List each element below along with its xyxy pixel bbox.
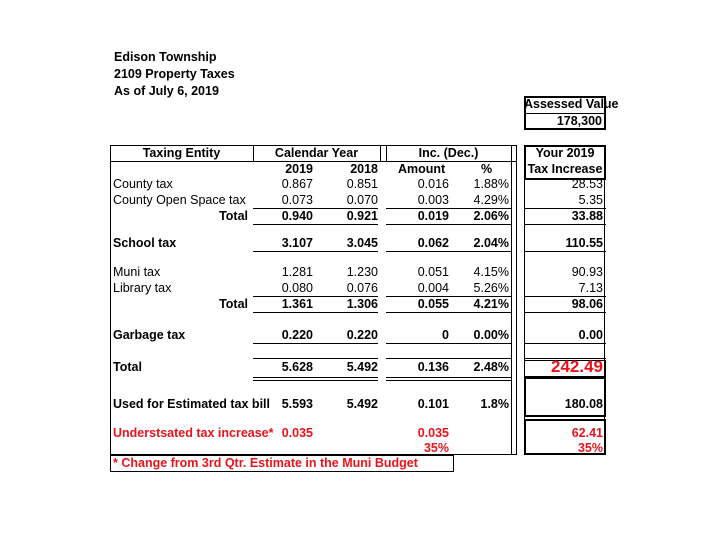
value-amount: 0.004	[417, 281, 449, 295]
value-amount: 0.035	[417, 426, 449, 440]
value-2018: 5.492	[346, 397, 378, 411]
assessed-value-label: Assessed Value	[524, 97, 619, 111]
row-label: Total	[219, 297, 248, 311]
value-2018: 0.921	[346, 209, 378, 223]
value-pct: 4.15%	[473, 265, 509, 279]
value-pct: 2.06%	[473, 209, 509, 223]
divider	[380, 145, 381, 161]
value-2019: 0.080	[281, 281, 313, 295]
value-2018: 0.220	[346, 328, 378, 342]
value-pct: 4.29%	[473, 193, 509, 207]
header-pct: %	[481, 162, 493, 176]
divider	[386, 312, 511, 313]
value-amount: 0.016	[417, 177, 449, 191]
row-label: Used for Estimated tax bill	[113, 397, 270, 411]
value-2018: 1.230	[346, 265, 378, 279]
divider	[110, 161, 517, 162]
divider	[524, 208, 606, 209]
divider	[253, 251, 378, 252]
value-2019: 0.035	[281, 426, 313, 440]
value-your-increase: 5.35	[578, 193, 603, 207]
value-your-increase: 28.53	[571, 177, 603, 191]
value-2018: 0.851	[346, 177, 378, 191]
divider	[386, 251, 511, 252]
divider	[524, 224, 606, 225]
divider	[524, 312, 606, 313]
divider	[386, 208, 511, 209]
divider	[253, 224, 378, 225]
value-your-increase: 62.41	[571, 426, 603, 440]
value-amount: 0.136	[417, 360, 449, 374]
header-calendar: Calendar Year	[274, 146, 359, 160]
title-date: As of July 6, 2019	[114, 84, 219, 98]
divider	[253, 377, 378, 378]
value-2019: 0.220	[281, 328, 313, 342]
divider	[253, 208, 378, 209]
row-label: County Open Space tax	[113, 193, 246, 207]
understated-amount-pct: 35%	[423, 441, 449, 455]
value-your-increase: 110.55	[565, 236, 603, 250]
divider	[253, 380, 378, 381]
value-2019: 0.073	[281, 193, 313, 207]
divider	[253, 343, 378, 344]
divider	[386, 296, 511, 297]
divider	[524, 343, 606, 344]
value-2019: 1.361	[281, 297, 313, 311]
value-pct: 4.21%	[473, 297, 509, 311]
value-pct: 1.88%	[473, 177, 509, 191]
value-amount: 0.019	[417, 209, 449, 223]
divider	[386, 377, 511, 378]
divider	[386, 224, 511, 225]
header-your-1: Your 2019	[535, 146, 595, 160]
value-amount: 0.051	[417, 265, 449, 279]
value-amount: 0.003	[417, 193, 449, 207]
value-your-increase: 0.00	[578, 328, 603, 342]
divider	[253, 358, 378, 359]
value-2019: 5.628	[281, 360, 313, 374]
value-2019: 0.940	[281, 209, 313, 223]
value-pct: 5.26%	[473, 281, 509, 295]
title-township: Edison Township	[114, 50, 217, 64]
header-2018: 2018	[350, 162, 378, 176]
value-2018: 1.306	[346, 297, 378, 311]
divider	[386, 380, 511, 381]
value-pct: 0.00%	[473, 328, 509, 342]
value-amount: 0.055	[417, 297, 449, 311]
divider	[524, 251, 606, 252]
divider	[253, 296, 378, 297]
header-entity: Taxing Entity	[142, 146, 221, 160]
understated-your-pct: 35%	[577, 441, 603, 455]
header-2019: 2019	[285, 162, 313, 176]
row-label: Understsated tax increase*	[113, 426, 274, 440]
value-2018: 0.070	[346, 193, 378, 207]
row-label: Library tax	[113, 281, 172, 295]
row-label: Total	[113, 360, 142, 374]
divider	[386, 358, 511, 359]
divider	[524, 296, 606, 297]
value-your-increase: 180.08	[564, 397, 603, 411]
value-amount: 0	[442, 328, 449, 342]
assessed-value: 178,300	[556, 114, 602, 128]
row-label: Muni tax	[113, 265, 161, 279]
divider	[386, 343, 511, 344]
value-2019: 1.281	[281, 265, 313, 279]
row-label: Garbage tax	[113, 328, 186, 342]
value-amount: 0.101	[417, 397, 449, 411]
row-label: County tax	[113, 177, 173, 191]
value-2019: 0.867	[281, 177, 313, 191]
value-pct: 2.48%	[473, 360, 509, 374]
footnote: * Change from 3rd Qtr. Estimate in the Muni Budget	[113, 456, 418, 470]
value-your-increase: 242.49	[551, 357, 603, 376]
value-your-increase: 98.06	[571, 297, 603, 311]
value-pct: 1.8%	[480, 397, 509, 411]
row-label: School tax	[113, 236, 177, 250]
title-taxes: 2109 Property Taxes	[114, 67, 235, 81]
value-2019: 5.593	[281, 397, 313, 411]
value-2018: 5.492	[346, 360, 378, 374]
header-inc: Inc. (Dec.)	[418, 146, 479, 160]
value-your-increase: 90.93	[571, 265, 603, 279]
row-label: Total	[219, 209, 248, 223]
value-your-increase: 33.88	[571, 209, 603, 223]
value-amount: 0.062	[417, 236, 449, 250]
header-your-2: Tax Increase	[527, 162, 603, 176]
value-your-increase: 7.13	[578, 281, 603, 295]
divider	[253, 312, 378, 313]
value-2018: 0.076	[346, 281, 378, 295]
value-pct: 2.04%	[473, 236, 509, 250]
header-amount: Amount	[398, 162, 446, 176]
value-2018: 3.045	[346, 236, 378, 250]
value-2019: 3.107	[281, 236, 313, 250]
